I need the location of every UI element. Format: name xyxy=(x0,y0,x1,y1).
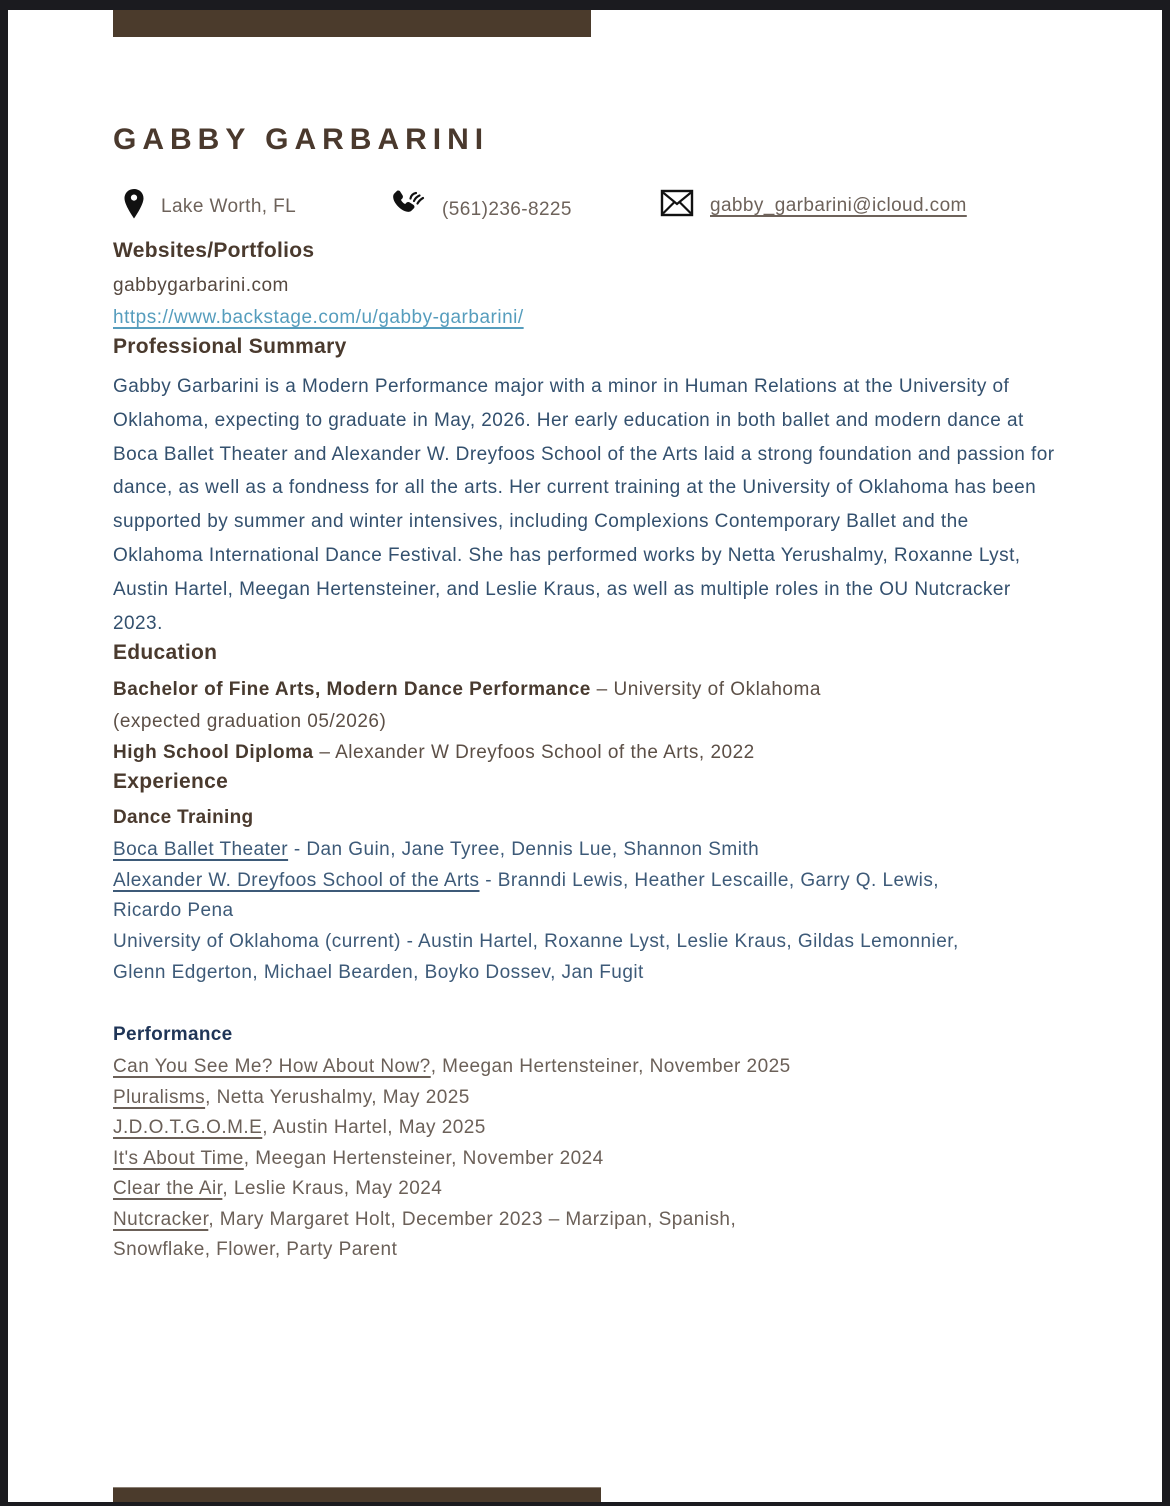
school-link[interactable]: Boca Ballet Theater xyxy=(113,838,289,860)
resume-content xyxy=(113,10,1057,1266)
contact-email-link[interactable]: gabby_garbarini@icloud.com xyxy=(710,194,967,216)
dance-training-item xyxy=(113,835,1057,866)
contact-phone-label: (561)236-8225 xyxy=(442,198,572,220)
performance-title-link[interactable]: It's About Time xyxy=(113,1147,244,1169)
instructors: - Dan Guin, Jane Tyree, Dennis Lue, Shannon Smith xyxy=(288,838,760,860)
performance-item xyxy=(113,1205,1057,1266)
dance-training-item xyxy=(113,866,1057,927)
contact-location-label: Lake Worth, FL xyxy=(161,195,297,217)
degree-detail: – University of Oklahoma xyxy=(590,679,821,701)
resume-page xyxy=(8,10,1162,1502)
instructors-continued: Glenn Edgerton, Michael Bearden, Boyko Dossev, Jan Fugit xyxy=(113,961,644,983)
dance-training-heading: Dance Training xyxy=(113,806,254,828)
personal-site-text: gabbygarbarini.com xyxy=(113,275,289,296)
summary-paragraph: Gabby Garbarini is a Modern Performance major with a minor in Human Relations at the University of Oklahoma, expecting to graduate in May, 2026. Her early education in both ballet and modern dance at Boca Ballet Theater and Alexander W. Dreyfoos School of the Arts laid a strong foundation and passion for dance, as well as a fondness for all the arts. Her current training at the University of Oklahoma has been supported by summer and winter intensives, including Complexions Contemporary Ballet and the Oklahoma International Dance Festival. She has performed works by Netta Yerushalmy, Roxanne Lyst, Austin Hartel, Meegan Hertensteiner, and Leslie Kraus, as well as multiple roles in the OU Nutcracker 2023. xyxy=(113,376,1055,634)
performance-item xyxy=(113,1052,1057,1083)
instructors-continued: Ricardo Pena xyxy=(113,900,234,922)
instructors: - Branndi Lewis, Heather Lescaille, Garry Q. Lewis, xyxy=(479,869,940,891)
backstage-link[interactable]: https://www.backstage.com/u/gabby-garbarini/ xyxy=(113,307,524,328)
degree-name: High School Diploma xyxy=(113,742,314,764)
envelope-icon xyxy=(660,188,694,223)
performance-detail: , Meegan Hertensteiner, November 2024 xyxy=(243,1147,604,1169)
performance-title-link[interactable]: Can You See Me? How About Now? xyxy=(113,1056,431,1078)
dance-training-item xyxy=(113,927,1057,988)
performance-title-link[interactable]: Clear the Air xyxy=(113,1178,223,1200)
performance-item xyxy=(113,1083,1057,1114)
contact-email xyxy=(660,188,967,223)
degree-detail: – Alexander W Dreyfoos School of the Arts, 2022 xyxy=(313,742,755,764)
performance-detail: , Mary Margaret Holt, December 2023 – Marzipan, Spanish, xyxy=(208,1208,737,1230)
performance-title-link[interactable]: Nutcracker xyxy=(113,1208,209,1230)
contact-row xyxy=(113,188,1057,238)
education-list xyxy=(113,674,1057,769)
websites-heading: Websites/Portfolios xyxy=(113,239,315,262)
degree-detail: (expected graduation 05/2026) xyxy=(113,710,387,732)
education-item xyxy=(113,674,1057,706)
education-heading: Education xyxy=(113,641,218,665)
education-item xyxy=(113,706,1057,738)
location-pin-icon xyxy=(123,188,145,225)
dance-training-list xyxy=(113,835,1057,989)
performance-list xyxy=(113,1052,1057,1266)
education-item xyxy=(113,737,1057,769)
performance-detail: , Meegan Hertensteiner, November 2025 xyxy=(430,1056,791,1078)
bottom-accent-bar xyxy=(113,1487,601,1502)
experience-heading: Experience xyxy=(113,769,229,793)
performance-title-link[interactable]: J.D.O.T.G.O.M.E xyxy=(113,1117,263,1139)
degree-name: Bachelor of Fine Arts, Modern Dance Performance xyxy=(113,679,591,701)
performance-item xyxy=(113,1113,1057,1144)
performance-detail: , Leslie Kraus, May 2024 xyxy=(222,1178,443,1200)
performance-item xyxy=(113,1144,1057,1175)
contact-phone xyxy=(390,188,572,231)
contact-location xyxy=(123,188,296,225)
performance-detail-continued: Snowflake, Flower, Party Parent xyxy=(113,1239,398,1261)
performance-detail: , Netta Yerushalmy, May 2025 xyxy=(205,1086,470,1108)
performance-item xyxy=(113,1174,1057,1205)
school-link[interactable]: Alexander W. Dreyfoos School of the Arts xyxy=(113,869,480,891)
phone-ringing-icon xyxy=(390,188,426,231)
summary-heading: Professional Summary xyxy=(113,335,347,358)
page-title: GABBY GARBARINI xyxy=(113,123,490,156)
instructors: University of Oklahoma (current) - Austin Hartel, Roxanne Lyst, Leslie Kraus, Gildas Lemonnier, xyxy=(113,930,959,952)
performance-title-link[interactable]: Pluralisms xyxy=(113,1086,206,1108)
performance-heading: Performance xyxy=(113,1024,233,1046)
performance-detail: , Austin Hartel, May 2025 xyxy=(262,1117,486,1139)
